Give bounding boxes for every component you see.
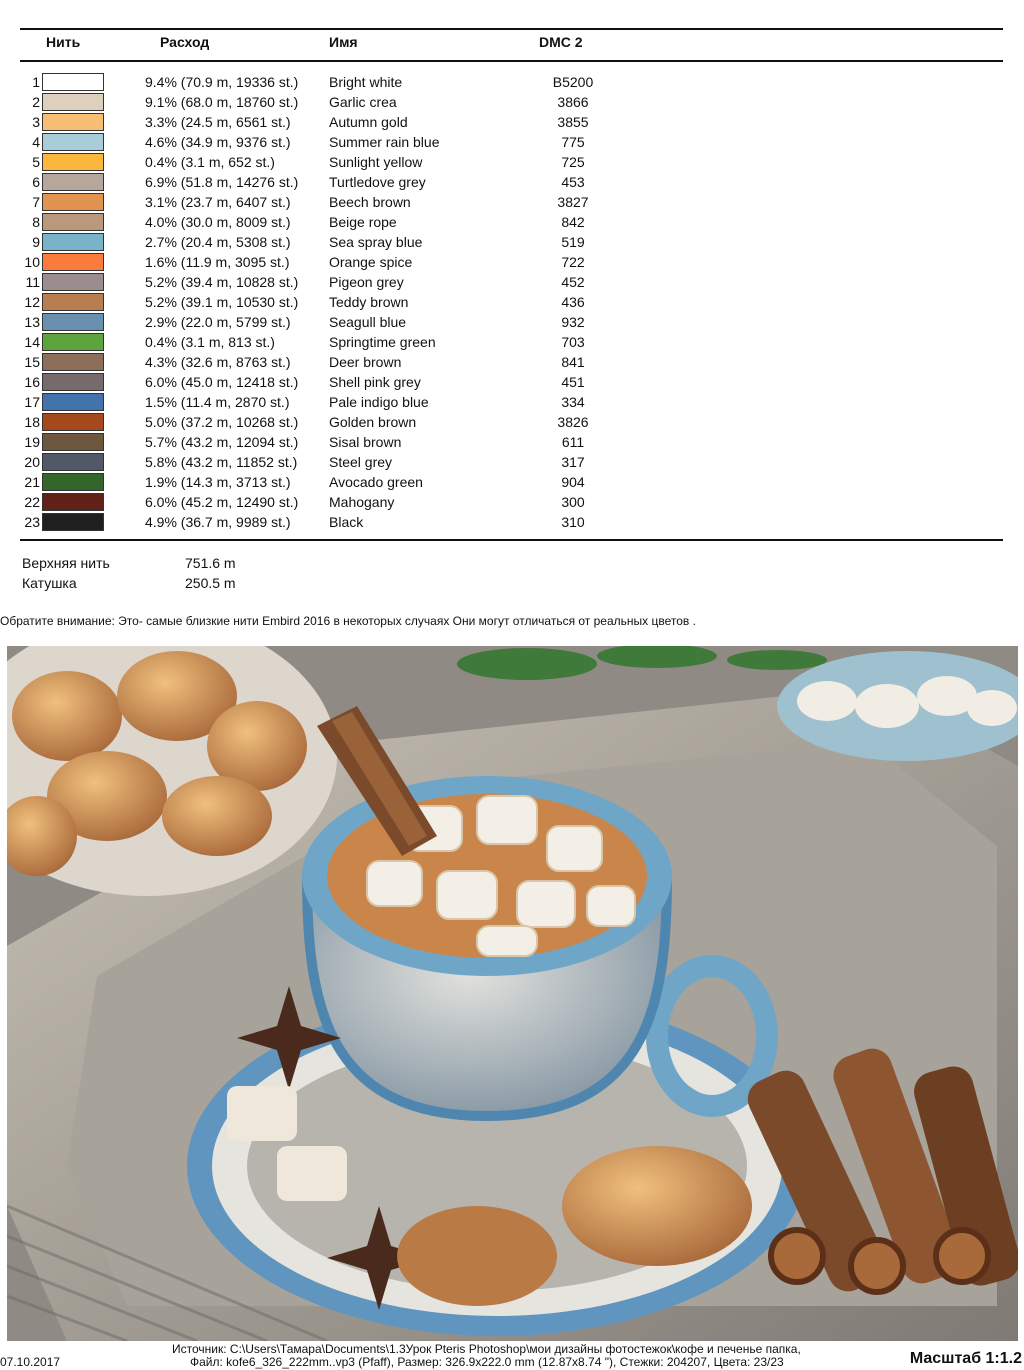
thread-number: 19 — [24, 434, 40, 450]
thread-usage: 6.0% (45.2 m, 12490 st.) — [145, 494, 299, 510]
color-swatch — [42, 273, 104, 291]
thread-dmc-code: 310 — [561, 514, 585, 530]
thread-name: Sea spray blue — [329, 234, 423, 250]
thread-dmc-code: 775 — [561, 134, 585, 150]
thread-usage: 5.8% (43.2 m, 11852 st.) — [145, 454, 298, 470]
thread-usage: 0.4% (3.1 m, 813 st.) — [145, 334, 275, 350]
thread-row — [0, 492, 1024, 512]
thread-dmc-code: 722 — [561, 254, 585, 270]
thread-number: 10 — [24, 254, 40, 270]
color-swatch — [42, 493, 104, 511]
thread-dmc-code: B5200 — [552, 74, 594, 90]
thread-row — [0, 92, 1024, 112]
thread-row — [0, 212, 1024, 232]
thread-name: Autumn gold — [329, 114, 408, 130]
thread-dmc-code: 725 — [561, 154, 585, 170]
thread-dmc-code: 611 — [561, 434, 585, 450]
thread-usage: 5.0% (37.2 m, 10268 st.) — [145, 414, 299, 430]
thread-dmc-code: 436 — [561, 294, 585, 310]
thread-dmc-code: 932 — [561, 314, 585, 330]
thread-dmc-code: 453 — [561, 174, 585, 190]
color-swatch — [42, 233, 104, 251]
thread-name: Deer brown — [329, 354, 402, 370]
color-disclaimer: Обратите внимание: Это- самые близкие нити Embird 2016 в некоторых случаях Они могут отличаться от реальных цветов . — [0, 614, 696, 628]
thread-dmc-code: 3827 — [557, 194, 589, 210]
thread-row — [0, 172, 1024, 192]
thread-row — [0, 132, 1024, 152]
header-usage: Расход — [160, 34, 210, 50]
thread-row — [0, 472, 1024, 492]
thread-name: Seagull blue — [329, 314, 407, 330]
thread-dmc-code: 317 — [561, 454, 585, 470]
thread-number: 7 — [32, 194, 40, 210]
color-swatch — [42, 293, 104, 311]
color-swatch — [42, 153, 104, 171]
thread-number: 6 — [32, 174, 40, 190]
thread-row — [0, 112, 1024, 132]
color-swatch — [42, 373, 104, 391]
thread-name: Pale indigo blue — [329, 394, 429, 410]
color-swatch — [42, 93, 104, 111]
thread-usage: 5.2% (39.4 m, 10828 st.) — [145, 274, 299, 290]
bobbin-value: 250.5 m — [185, 575, 236, 591]
thread-number: 16 — [24, 374, 40, 390]
thread-usage: 4.6% (34.9 m, 9376 st.) — [145, 134, 291, 150]
thread-row — [0, 152, 1024, 172]
thread-number: 1 — [32, 74, 40, 90]
table-top-rule — [20, 28, 1003, 30]
thread-number: 21 — [24, 474, 40, 490]
embroidery-preview-drawing — [7, 646, 1018, 1341]
thread-usage: 2.9% (22.0 m, 5799 st.) — [145, 314, 291, 330]
color-swatch — [42, 253, 104, 271]
thread-usage: 1.5% (11.4 m, 2870 st.) — [145, 394, 290, 410]
thread-number: 12 — [24, 294, 40, 310]
thread-dmc-code: 841 — [561, 354, 585, 370]
thread-usage: 3.1% (23.7 m, 6407 st.) — [145, 194, 291, 210]
thread-row — [0, 372, 1024, 392]
thread-row — [0, 512, 1024, 532]
thread-usage: 4.3% (32.6 m, 8763 st.) — [145, 354, 291, 370]
thread-name: Steel grey — [329, 454, 393, 470]
print-date: 07.10.2017 — [0, 1355, 61, 1369]
top-thread-value: 751.6 m — [185, 555, 236, 571]
bobbin-label: Катушка — [22, 575, 77, 591]
thread-number: 4 — [32, 134, 40, 150]
thread-dmc-code: 334 — [561, 394, 585, 410]
thread-row — [0, 292, 1024, 312]
thread-number: 11 — [25, 274, 40, 290]
thread-number: 20 — [24, 454, 40, 470]
thread-name: Mahogany — [329, 494, 395, 510]
thread-usage: 6.9% (51.8 m, 14276 st.) — [145, 174, 299, 190]
embroidery-preview-image — [7, 646, 1018, 1341]
thread-name: Pigeon grey — [329, 274, 404, 290]
thread-usage: 6.0% (45.0 m, 12418 st.) — [145, 374, 299, 390]
color-swatch — [42, 113, 104, 131]
thread-usage: 9.4% (70.9 m, 19336 st.) — [145, 74, 299, 90]
color-swatch — [42, 213, 104, 231]
color-swatch — [42, 393, 104, 411]
thread-number: 18 — [24, 414, 40, 430]
thread-usage: 1.6% (11.9 m, 3095 st.) — [145, 254, 290, 270]
thread-name: Summer rain blue — [329, 134, 440, 150]
thread-name: Turtledove grey — [329, 174, 426, 190]
thread-number: 9 — [32, 234, 40, 250]
thread-dmc-code: 3855 — [557, 114, 589, 130]
thread-dmc-code: 451 — [561, 374, 585, 390]
thread-name: Beech brown — [329, 194, 411, 210]
thread-usage: 5.2% (39.1 m, 10530 st.) — [145, 294, 299, 310]
thread-row — [0, 232, 1024, 252]
thread-name: Avocado green — [329, 474, 423, 490]
thread-number: 17 — [24, 394, 40, 410]
thread-row — [0, 332, 1024, 352]
thread-number: 5 — [32, 154, 40, 170]
thread-name: Golden brown — [329, 414, 417, 430]
table-bottom-rule — [20, 539, 1003, 541]
thread-usage: 4.0% (30.0 m, 8009 st.) — [145, 214, 291, 230]
thread-dmc-code: 300 — [561, 494, 585, 510]
thread-number: 22 — [24, 494, 40, 510]
scale-label: Масштаб 1:1.2 — [909, 1350, 1022, 1367]
thread-row — [0, 192, 1024, 212]
thread-dmc-code: 519 — [561, 234, 585, 250]
thread-usage: 1.9% (14.3 m, 3713 st.) — [145, 474, 291, 490]
thread-dmc-code: 904 — [561, 474, 585, 490]
thread-name: Springtime green — [329, 334, 436, 350]
thread-usage: 5.7% (43.2 m, 12094 st.) — [145, 434, 299, 450]
file-info: Файл: kofe6_326_222mm..vp3 (Pfaff), Размер: 326.9x222.0 mm (12.87x8.74 "), Стежки: 204207, Цвета: 23/23 — [190, 1355, 784, 1369]
color-swatch — [42, 453, 104, 471]
thread-usage: 2.7% (20.4 m, 5308 st.) — [145, 234, 291, 250]
header-thread: Нить — [46, 34, 81, 50]
thread-name: Orange spice — [329, 254, 413, 270]
thread-number: 3 — [32, 114, 40, 130]
thread-dmc-code: 3826 — [557, 414, 589, 430]
thread-name: Sunlight yellow — [329, 154, 423, 170]
thread-row — [0, 272, 1024, 292]
thread-name: Bright white — [329, 74, 403, 90]
color-swatch — [42, 473, 104, 491]
thread-number: 13 — [24, 314, 40, 330]
color-swatch — [42, 333, 104, 351]
thread-number: 8 — [32, 214, 40, 230]
thread-name: Shell pink grey — [329, 374, 421, 390]
thread-name: Sisal brown — [329, 434, 402, 450]
color-swatch — [42, 173, 104, 191]
thread-dmc-code: 3866 — [557, 94, 589, 110]
thread-row — [0, 252, 1024, 272]
thread-number: 14 — [24, 334, 40, 350]
thread-dmc-code: 452 — [561, 274, 585, 290]
thread-row — [0, 412, 1024, 432]
header-name: Имя — [329, 34, 358, 50]
color-swatch — [42, 313, 104, 331]
thread-name: Beige rope — [329, 214, 397, 230]
thread-number: 2 — [32, 94, 40, 110]
thread-row — [0, 432, 1024, 452]
thread-dmc-code: 703 — [561, 334, 585, 350]
color-swatch — [42, 413, 104, 431]
thread-number: 23 — [24, 514, 40, 530]
color-swatch — [42, 73, 104, 91]
thread-name: Teddy brown — [329, 294, 409, 310]
thread-row — [0, 312, 1024, 332]
source-path: Источник: C:\Users\Тамара\Documents\1.3Урок Pteris Photoshop\мои дизайны фотостежок\кофе и печенье папка, — [172, 1342, 801, 1356]
thread-usage: 3.3% (24.5 m, 6561 st.) — [145, 114, 291, 130]
thread-usage: 4.9% (36.7 m, 9989 st.) — [145, 514, 291, 530]
thread-row — [0, 352, 1024, 372]
color-swatch — [42, 193, 104, 211]
thread-row — [0, 392, 1024, 412]
thread-row — [0, 72, 1024, 92]
thread-usage: 0.4% (3.1 m, 652 st.) — [145, 154, 275, 170]
top-thread-label: Верхняя нить — [22, 555, 110, 571]
thread-dmc-code: 842 — [561, 214, 585, 230]
thread-row — [0, 452, 1024, 472]
table-header-rule — [20, 60, 1003, 62]
color-swatch — [42, 433, 104, 451]
color-swatch — [42, 353, 104, 371]
thread-usage: 9.1% (68.0 m, 18760 st.) — [145, 94, 299, 110]
thread-name: Black — [329, 514, 364, 530]
header-dmc: DMC 2 — [539, 34, 583, 50]
thread-name: Garlic crea — [329, 94, 397, 110]
color-swatch — [42, 133, 104, 151]
color-swatch — [42, 513, 104, 531]
thread-number: 15 — [24, 354, 40, 370]
